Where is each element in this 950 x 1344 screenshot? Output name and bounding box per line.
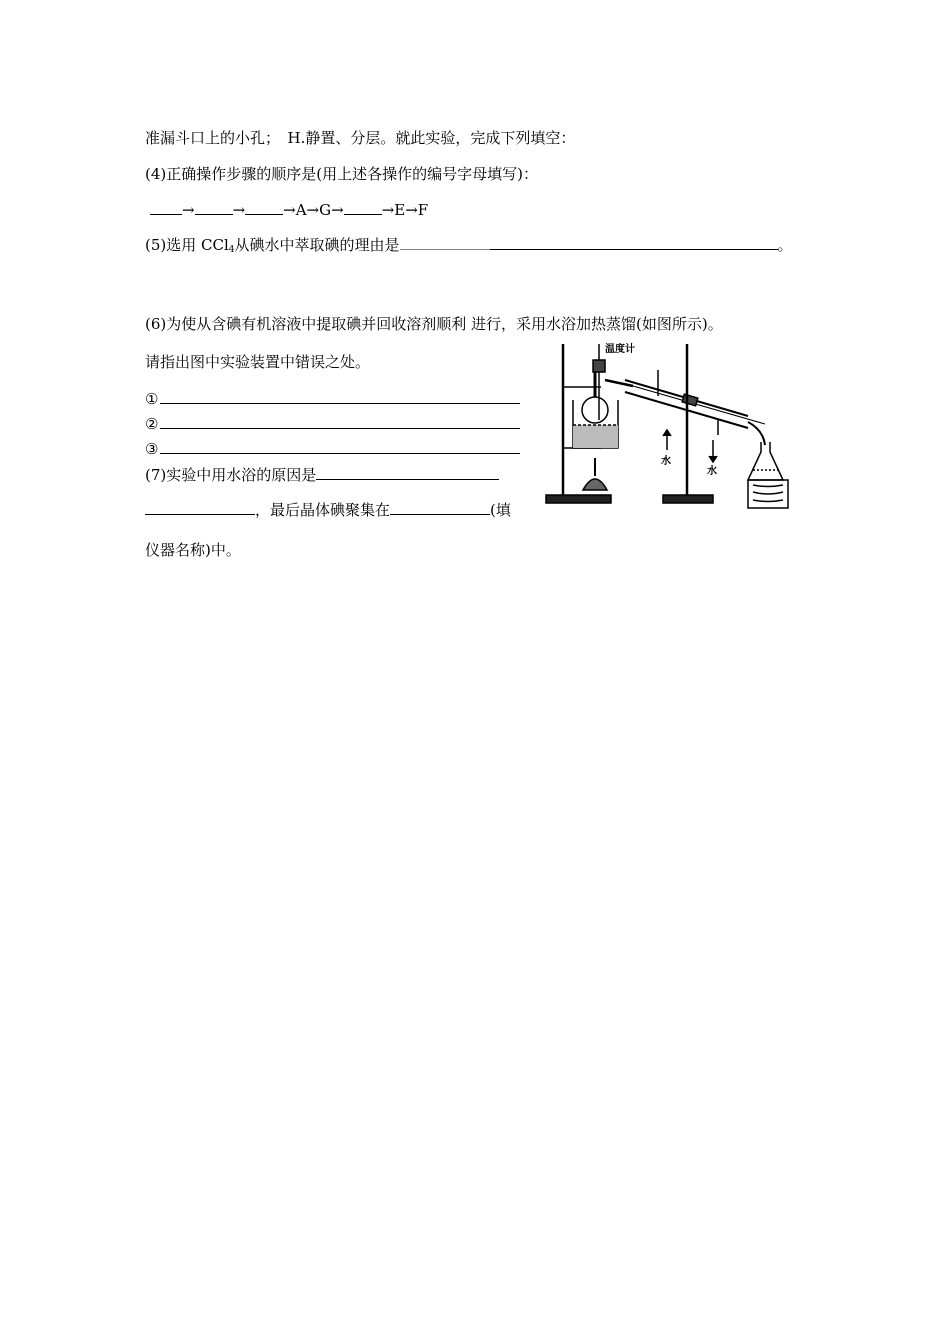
seq-fixed-1: →A→G→ (283, 201, 344, 219)
distillation-apparatus-diagram (543, 340, 791, 512)
q6-blank-3[interactable] (160, 439, 520, 454)
q4-blank-4[interactable] (344, 200, 382, 215)
stopper (593, 360, 605, 372)
thermometer-label: 温度计 (605, 344, 635, 355)
q7-tail-close: 仪器名称)中。 (145, 541, 241, 559)
q7-line-2 (145, 500, 511, 520)
q5-blank-b[interactable] (490, 235, 778, 250)
q6-prompt: (6)为使从含碘有机溶液中提取碘并回收溶剂顺利 进行，采用水浴加热蒸馏(如图所示)。 (145, 315, 723, 333)
q5-blank-a[interactable] (400, 235, 490, 250)
left-stand-base (546, 495, 611, 503)
middle-stand-base (663, 495, 713, 503)
circled-1: ① (145, 390, 159, 408)
q6-sub-prompt: 请指出图中实验装置中错误之处。 (145, 353, 371, 371)
q7-blank-2[interactable] (145, 500, 255, 515)
q7-line-1 (145, 465, 499, 485)
q4-prompt: (4)正确操作步骤的顺序是(用上述各操作的编号字母填写)： (145, 165, 538, 183)
q7-blank-1[interactable] (316, 465, 499, 480)
condenser-inner-tube (633, 386, 765, 424)
circled-3: ③ (145, 440, 159, 458)
arrow: → (232, 201, 246, 219)
q5-line (145, 235, 793, 260)
q7-mid: ，最后晶体碘聚集在 (255, 501, 391, 519)
q6-blank-2[interactable] (160, 414, 520, 429)
q7-tail-open: (填 (490, 501, 511, 519)
q5-subscript: 4 (228, 245, 235, 255)
q4-blank-1[interactable] (150, 200, 182, 215)
q7-prompt: (7)实验中用水浴的原因是 (145, 466, 317, 484)
q7-blank-3[interactable] (390, 500, 490, 515)
q6-answer-2 (145, 414, 520, 434)
q4-blank-2[interactable] (195, 200, 233, 215)
distilling-flask (582, 397, 608, 423)
q3-tail: 准漏斗口上的小孔； H.静置、分层。就此实验，完成下列填空： (145, 129, 576, 147)
q4-blank-3[interactable] (245, 200, 283, 215)
q6-blank-1[interactable] (160, 389, 520, 404)
circled-2: ② (145, 415, 159, 433)
arrow: → (182, 201, 195, 219)
q5-middle: 从碘水中萃取碘的理由是 (234, 236, 400, 254)
water-in-label: 水 (661, 456, 671, 467)
alcohol-lamp (583, 479, 607, 490)
q4-sequence (150, 200, 428, 220)
q6-answer-3 (145, 439, 520, 459)
water-out-label: 水 (707, 466, 717, 477)
water-bath-water (573, 425, 618, 448)
q5-suffix: 。 (777, 236, 793, 254)
q6-answer-1 (145, 389, 520, 409)
q5-prefix: (5)选用 CCl (145, 236, 229, 254)
receiving-flask (748, 442, 783, 480)
seq-fixed-2: →E→F (381, 201, 429, 219)
